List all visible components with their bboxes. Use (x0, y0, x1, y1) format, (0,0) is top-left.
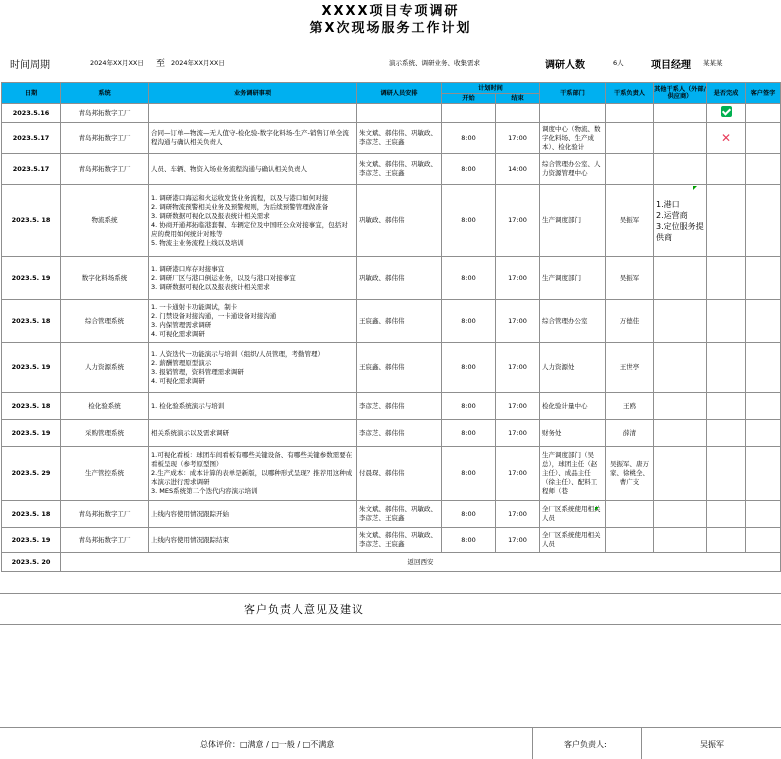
cell-done[interactable] (707, 300, 746, 343)
cell-staff[interactable]: 朱文斌、郝伟伟、巩敏政、李彦芝、王宸鑫 (357, 501, 442, 528)
cell-date[interactable]: 2023.5.17 (2, 154, 61, 185)
item-line: 2.生产成本：成本计算的表单是新版，以哪种形式呈现？推荐用这种成本演示进行需求调研 (151, 469, 353, 486)
cell-sign[interactable] (746, 185, 781, 257)
cell-start[interactable]: 8:00 (442, 123, 496, 154)
cell-sign[interactable] (746, 447, 781, 501)
table-row (2, 447, 781, 501)
cell-sign[interactable] (746, 257, 781, 300)
cell-system[interactable]: 青岛邦拓数字工厂 (61, 528, 149, 553)
cell-owner[interactable]: 王世亭 (606, 343, 654, 393)
cell-done[interactable] (707, 447, 746, 501)
cell-date[interactable]: 2023.5.16 (2, 104, 61, 123)
period-content[interactable]: 演示系统、调研业务、收集需求 (389, 59, 480, 67)
item-line: 3. 调研数据可视化以及报表统计相关需求 (151, 211, 270, 220)
cell-comment-marker (693, 186, 697, 190)
cell-end[interactable]: 17:00 (496, 343, 540, 393)
cell-system[interactable]: 数字化料场系统 (61, 257, 149, 300)
cell-sign[interactable] (746, 393, 781, 420)
cell-start[interactable]: 8:00 (442, 420, 496, 447)
cell-items[interactable] (149, 104, 357, 123)
cell-dept[interactable]: 生产调度部门 (540, 185, 606, 257)
header-owner: 干系负责人 (606, 83, 654, 104)
cell-other[interactable] (654, 257, 707, 300)
check-icon (721, 106, 732, 117)
cell-done[interactable] (707, 104, 746, 123)
header-items: 业务调研事项 (149, 83, 357, 104)
cell-staff[interactable]: 付晨琛、郝伟伟 (357, 447, 442, 501)
period-to: 至 (156, 59, 166, 69)
table-row (2, 501, 781, 528)
cell-staff[interactable]: 王宸鑫、郝伟伟 (357, 300, 442, 343)
item-line: 1. 人资迭代一功能演示与培训（组织/人员管理，考勤管理） (151, 349, 324, 358)
items-list (151, 451, 354, 496)
cell-items[interactable] (149, 420, 357, 447)
cell-other[interactable] (654, 447, 707, 501)
item-line: 上线内容使用情况跟踪结束 (151, 535, 229, 544)
header-other: 其他干系人（外部/供应商） (654, 83, 707, 104)
cell-items[interactable] (149, 123, 357, 154)
items-list (151, 510, 354, 519)
header-end: 结束 (496, 94, 540, 104)
cell-end[interactable]: 17:00 (496, 300, 540, 343)
cell-start[interactable]: 8:00 (442, 257, 496, 300)
return-row (2, 553, 781, 572)
cell-sign[interactable] (746, 300, 781, 343)
cell-dept[interactable]: 全厂区系统使用相关人员 (540, 501, 606, 528)
cell-owner[interactable] (606, 123, 654, 154)
cell-owner[interactable]: 万德佳 (606, 300, 654, 343)
item-line: 上线内容使用情况跟踪开始 (151, 509, 229, 518)
cell-dept[interactable]: 综合管理办公室、人力资源管理中心 (540, 154, 606, 185)
cross-icon: ✕ (720, 130, 732, 145)
items-list (151, 194, 354, 248)
cell-end[interactable] (496, 104, 540, 123)
table-row (2, 123, 781, 154)
cell-system[interactable]: 物流系统 (61, 185, 149, 257)
items-list (151, 402, 354, 411)
cell-staff[interactable]: 李彦芝、郝伟伟 (357, 393, 442, 420)
footer (0, 727, 781, 759)
cell-sign[interactable] (746, 154, 781, 185)
cell-owner[interactable] (606, 528, 654, 553)
cell-owner[interactable]: 薛清 (606, 420, 654, 447)
cell-items[interactable] (149, 343, 357, 393)
title-line-2: 第X次现场服务工作计划 (309, 21, 472, 36)
cell-done[interactable] (707, 185, 746, 257)
item-line: 1. 调研港口库存对接事宜 (151, 264, 225, 273)
header-done: 是否完成 (707, 83, 746, 104)
cell-staff[interactable]: 朱文斌、郝伟伟、巩敏政、李彦芝、王宸鑫 (357, 154, 442, 185)
items-list (151, 303, 354, 339)
cell-owner[interactable] (606, 501, 654, 528)
item-line: 4. 可视化需求调研 (151, 330, 205, 338)
items-list (151, 350, 354, 386)
other-line: 1.港口 (656, 199, 680, 209)
cell-date[interactable]: 2023.5. 19 (2, 257, 61, 300)
cell-items[interactable] (149, 257, 357, 300)
item-line: 2. 调研厂区与港口倒运业务，以及与港口对接事宜 (151, 273, 296, 282)
period-start[interactable]: 2024年XX月XX日 (90, 59, 144, 67)
item-line: 1. 一卡通射卡功能调试，制卡 (151, 303, 238, 311)
header-start: 开始 (442, 94, 496, 104)
cell-end[interactable]: 14:00 (496, 154, 540, 185)
feedback-label: 客户负责人意见及建议 (244, 603, 364, 616)
cell-date[interactable]: 2023.5. 18 (2, 185, 61, 257)
item-line: 1. 调研港口海运和火运收发货业务流程，以及与港口如何对接 (151, 193, 329, 202)
return-text[interactable]: 返回西安 (61, 553, 781, 572)
cell-date[interactable]: 2023.5. 18 (2, 393, 61, 420)
item-line: 相关系统演示以及需求调研 (151, 428, 229, 437)
items-list (151, 265, 354, 292)
items-list (151, 165, 354, 174)
cell-system[interactable]: 青岛邦拓数字工厂 (61, 104, 149, 123)
cell-date[interactable]: 2023.5. 20 (2, 553, 61, 572)
cell-sign[interactable] (746, 528, 781, 553)
cell-other[interactable] (654, 154, 707, 185)
cell-sign[interactable] (746, 501, 781, 528)
period-row (0, 40, 781, 82)
cell-end[interactable]: 17:00 (496, 447, 540, 501)
cell-system[interactable]: 青岛邦拓数字工厂 (61, 123, 149, 154)
cell-items[interactable] (149, 447, 357, 501)
cell-items[interactable] (149, 300, 357, 343)
cell-end[interactable]: 17:00 (496, 501, 540, 528)
cell-other[interactable] (654, 185, 707, 257)
cell-date[interactable]: 2023.5. 19 (2, 528, 61, 553)
cell-sign[interactable] (746, 343, 781, 393)
table-row (2, 154, 781, 185)
cell-staff[interactable]: 李彦芝、郝伟伟 (357, 420, 442, 447)
cell-system[interactable]: 采购管理系统 (61, 420, 149, 447)
document-title (0, 0, 781, 40)
cell-start[interactable] (442, 104, 496, 123)
header-dept: 干系部门 (540, 83, 606, 104)
cell-date[interactable]: 2023.5. 29 (2, 447, 61, 501)
cell-system[interactable]: 生产管控系统 (61, 447, 149, 501)
header-sign: 客户签字 (746, 83, 781, 104)
cell-dept[interactable]: 检化验计量中心 (540, 393, 606, 420)
item-line: 合同—订单—物流—无人值守-检化验-数字化料场-生产-销售订单全流程沟通与确认相关负责人 (151, 129, 349, 146)
item-line: 1. 检化验系统演示与培训 (151, 401, 225, 410)
feedback-section[interactable] (0, 593, 781, 625)
pm-value[interactable]: 某某某 (703, 59, 723, 67)
header-date: 日期 (2, 83, 61, 104)
cell-start[interactable]: 8:00 (442, 185, 496, 257)
cell-staff[interactable]: 巩敏政、郝伟伟 (357, 185, 442, 257)
footer-divider (532, 728, 533, 759)
item-line: 3. MES系统第二个迭代内容演示培训 (151, 487, 258, 495)
cell-other[interactable] (654, 420, 707, 447)
cell-start[interactable]: 8:00 (442, 343, 496, 393)
people-value[interactable]: 6人 (613, 59, 624, 67)
cell-sign[interactable] (746, 420, 781, 447)
cell-dept[interactable]: 财务处 (540, 420, 606, 447)
item-line: 4. 可视化需求调研 (151, 376, 205, 385)
cell-date[interactable]: 2023.5. 19 (2, 420, 61, 447)
cell-end[interactable]: 17:00 (496, 393, 540, 420)
cell-comment-marker (595, 507, 599, 511)
cell-done[interactable] (707, 501, 746, 528)
client-value[interactable]: 吴振军 (700, 740, 724, 749)
cell-date[interactable]: 2023.5.17 (2, 123, 61, 154)
other-line: 3.定位服务提供商 (656, 221, 704, 242)
cell-owner[interactable]: 王鸥 (606, 393, 654, 420)
other-list (656, 199, 704, 243)
item-line: 3. 内保管理需求调研 (151, 321, 212, 329)
cell-done[interactable] (707, 343, 746, 393)
cell-end[interactable]: 17:00 (496, 257, 540, 300)
title-line-1: XXXX项目专项调研 (321, 4, 460, 19)
table-row (2, 528, 781, 553)
cell-items[interactable] (149, 501, 357, 528)
cell-done[interactable] (707, 393, 746, 420)
cell-system[interactable]: 青岛邦拓数字工厂 (61, 501, 149, 528)
people-label: 调研人数 (545, 60, 585, 71)
cell-staff[interactable]: 巩敏政、郝伟伟 (357, 257, 442, 300)
table-row (2, 393, 781, 420)
item-line: 人员、车辆、物资入场业务流程沟通与确认相关负责人 (151, 164, 307, 173)
cell-items[interactable] (149, 393, 357, 420)
cell-system[interactable]: 检化验系统 (61, 393, 149, 420)
cell-other[interactable] (654, 300, 707, 343)
cell-owner[interactable] (606, 104, 654, 123)
table-row (2, 257, 781, 300)
item-line: 3. 报销管理，资料管理需求调研 (151, 367, 244, 376)
footer-divider (641, 728, 642, 759)
item-line: 5. 物流主业务流程上线以及培训 (151, 238, 244, 247)
cell-date[interactable]: 2023.5. 19 (2, 343, 61, 393)
cell-end[interactable]: 17:00 (496, 420, 540, 447)
period-label: 时间周期 (10, 60, 50, 71)
items-list (151, 429, 354, 438)
cell-other[interactable] (654, 528, 707, 553)
plan-table (1, 82, 781, 572)
table-row (2, 185, 781, 257)
cell-owner[interactable]: 吴振军、唐万家、徐桃全、曹广支 (606, 447, 654, 501)
item-line: 1.可视化看板：球团车间看板有哪些关键设备、有哪些关键参数需要在看板呈现（参考原型图） (151, 451, 353, 468)
cell-dept[interactable]: 人力资源处 (540, 343, 606, 393)
cell-start[interactable]: 8:00 (442, 393, 496, 420)
cell-owner[interactable]: 吴振军 (606, 257, 654, 300)
cell-staff[interactable]: 朱文斌、郝伟伟、巩敏政、李彦芝、王宸鑫 (357, 528, 442, 553)
client-label: 客户负责人: (564, 740, 607, 749)
header-system: 系统 (61, 83, 149, 104)
table-row (2, 420, 781, 447)
item-line: 3. 调研数据可视化以及报表统计相关需求 (151, 282, 270, 291)
cell-date[interactable]: 2023.5. 18 (2, 501, 61, 528)
cell-system[interactable]: 人力资源系统 (61, 343, 149, 393)
cell-owner[interactable] (606, 154, 654, 185)
cell-dept[interactable]: 生产调度部门（吴总），球团主任（赵主任）、成品主任（徐主任）、配料工程师（巷 (540, 447, 606, 501)
items-list (151, 536, 354, 545)
cell-date[interactable]: 2023.5. 18 (2, 300, 61, 343)
cell-sign[interactable] (746, 104, 781, 123)
cell-items[interactable] (149, 154, 357, 185)
header-staff: 调研人员安排 (357, 83, 442, 104)
cell-items[interactable] (149, 528, 357, 553)
cell-dept[interactable] (540, 104, 606, 123)
cell-other[interactable] (654, 123, 707, 154)
cell-end[interactable]: 17:00 (496, 185, 540, 257)
cell-other[interactable] (654, 501, 707, 528)
cell-system[interactable]: 青岛邦拓数字工厂 (61, 154, 149, 185)
cell-items[interactable] (149, 185, 357, 257)
period-end[interactable]: 2024年XX月XX日 (171, 59, 225, 67)
cell-done[interactable] (707, 420, 746, 447)
cell-start[interactable]: 8:00 (442, 447, 496, 501)
cell-done[interactable] (707, 528, 746, 553)
cell-other[interactable] (654, 343, 707, 393)
other-line: 2.运营商 (656, 210, 688, 220)
cell-start[interactable]: 8:00 (442, 501, 496, 528)
item-line: 2. 门禁设备对接沟通，一卡通设备对接沟通 (151, 312, 277, 320)
table-row (2, 343, 781, 393)
item-line: 4. 协商开通邦拓临港套餐、车辆定位及中国旺公众对接事宜，包括对应的费用如何统计对账等 (151, 220, 348, 238)
item-line: 2. 薪酬管理原型演示 (151, 358, 212, 367)
overall-evaluation[interactable]: 总体评价：□满意 / □一般 / □不满意 (200, 740, 335, 749)
table-row (2, 104, 781, 123)
cell-other[interactable] (654, 104, 707, 123)
cell-end[interactable]: 17:00 (496, 123, 540, 154)
cell-done[interactable] (707, 257, 746, 300)
cell-done[interactable] (707, 123, 746, 154)
cell-system[interactable]: 综合管理系统 (61, 300, 149, 343)
cell-dept[interactable]: 综合管理办公室 (540, 300, 606, 343)
cell-done[interactable] (707, 154, 746, 185)
items-list (151, 129, 354, 147)
cell-start[interactable]: 8:00 (442, 528, 496, 553)
table-row (2, 300, 781, 343)
cell-start[interactable]: 8:00 (442, 300, 496, 343)
item-line: 2. 调研物流预警相关业务及预警规则，为后续预警管理做准备 (151, 202, 329, 211)
cell-staff[interactable]: 王宸鑫、郝伟伟 (357, 343, 442, 393)
header-plan: 计划时间 (442, 83, 540, 94)
cell-staff[interactable]: 朱文斌、郝伟伟、巩敏政、李彦芝、王宸鑫 (357, 123, 442, 154)
cell-staff[interactable] (357, 104, 442, 123)
cell-end[interactable]: 17:00 (496, 528, 540, 553)
cell-sign[interactable] (746, 123, 781, 154)
cell-owner[interactable]: 吴振军 (606, 185, 654, 257)
cell-dept[interactable]: 调度中心（物流、数字化料场、生产成本）、检化验计 (540, 123, 606, 154)
cell-start[interactable]: 8:00 (442, 154, 496, 185)
cell-dept[interactable]: 生产调度部门 (540, 257, 606, 300)
cell-dept[interactable]: 全厂区系统使用相关人员 (540, 528, 606, 553)
cell-other[interactable] (654, 393, 707, 420)
pm-label: 项目经理 (651, 60, 691, 71)
